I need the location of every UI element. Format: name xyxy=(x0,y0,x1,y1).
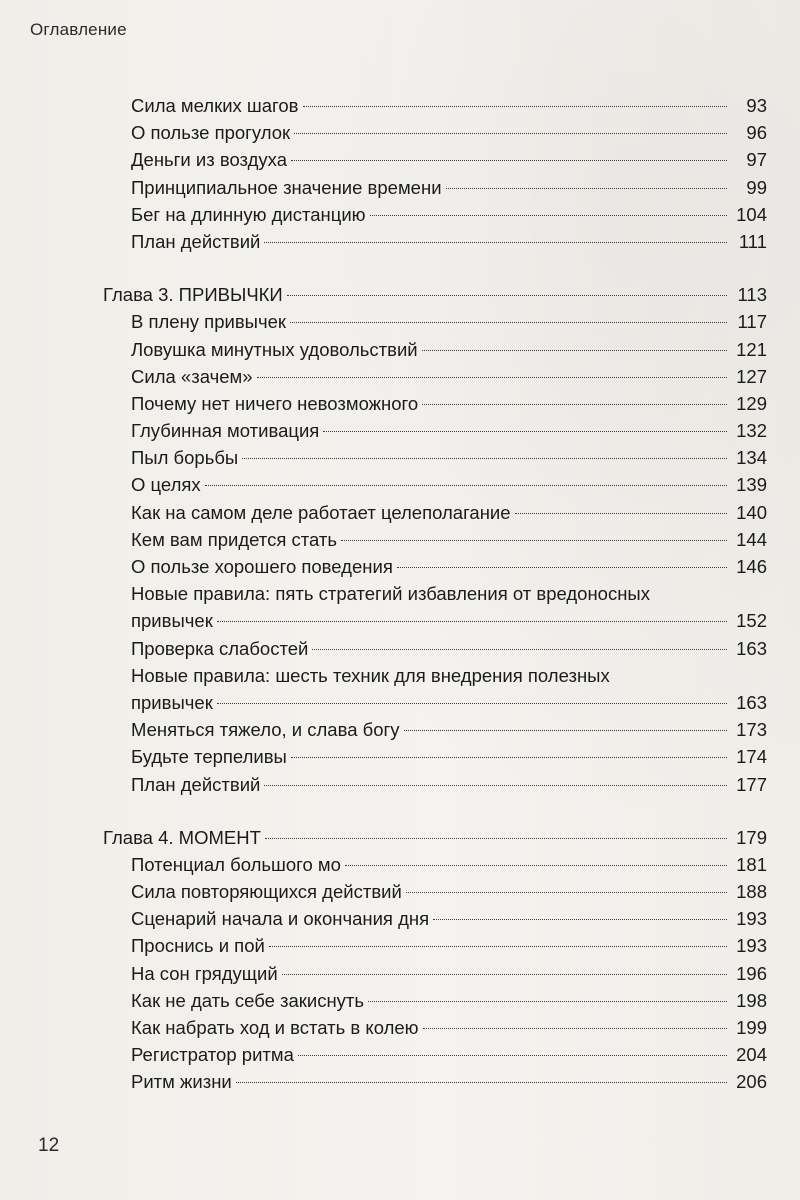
entry-page-number: 198 xyxy=(736,989,767,1011)
toc-entry xyxy=(0,878,800,905)
dot-leader xyxy=(345,865,727,866)
toc-entry xyxy=(0,174,800,201)
dot-leader xyxy=(282,974,727,975)
entry-page-number: 93 xyxy=(746,95,767,116)
entry-title: Меняться тяжело, и слава богу xyxy=(131,719,400,741)
entry-page-number: 97 xyxy=(746,149,767,171)
entry-title-line-2: привычек xyxy=(131,610,213,632)
entry-page-number: 196 xyxy=(736,962,767,984)
dot-leader xyxy=(404,730,727,731)
chapter-title: Глава 4. МОМЕНТ xyxy=(103,826,261,848)
dot-leader xyxy=(217,621,727,622)
dot-leader xyxy=(217,703,727,704)
dot-leader xyxy=(264,242,727,243)
entry-page-number: 193 xyxy=(736,935,767,957)
chapter-page-number: 179 xyxy=(736,826,767,848)
dot-leader xyxy=(236,1082,727,1083)
toc-entry xyxy=(0,363,800,390)
entry-page-number: 146 xyxy=(736,556,767,577)
entry-title: Проснись и пой xyxy=(131,935,265,957)
running-head: Оглавление xyxy=(30,20,127,39)
dot-leader xyxy=(433,919,727,920)
table-of-contents xyxy=(0,92,800,1122)
entry-page-number: 188 xyxy=(736,881,767,903)
toc-entry xyxy=(0,119,800,146)
chapter-page-number: 113 xyxy=(737,284,767,306)
dot-leader xyxy=(406,892,727,893)
entry-title: План действий xyxy=(131,230,261,252)
entry-title: Пыл борьбы xyxy=(131,447,239,469)
entry-title: Бег на длинную дистанцию xyxy=(131,203,366,225)
toc-entry xyxy=(0,851,800,878)
dot-leader xyxy=(397,567,727,568)
entry-title: Сценарий начала и окончания дня xyxy=(131,908,430,930)
toc-entry xyxy=(0,444,800,471)
dot-leader xyxy=(291,757,727,758)
dot-leader xyxy=(370,215,727,216)
toc-entry xyxy=(0,662,800,716)
entry-page-number: 104 xyxy=(736,203,767,225)
toc-entry xyxy=(0,228,800,255)
dot-leader xyxy=(257,377,727,378)
dot-leader xyxy=(269,946,727,947)
entry-title: Ловушка минутных удовольствий xyxy=(131,338,418,360)
entry-title: На сон грядущий xyxy=(131,962,278,984)
entry-page-number: 173 xyxy=(736,719,767,741)
entry-page-number: 152 xyxy=(736,610,767,632)
entry-page-number: 206 xyxy=(736,1071,767,1093)
toc-entry xyxy=(0,635,800,662)
toc-entry xyxy=(0,390,800,417)
entry-page-number: 117 xyxy=(737,311,767,333)
entry-title-line-1: Новые правила: пять стратегий избавления от вредоносных xyxy=(131,583,650,605)
toc-entry xyxy=(0,1041,800,1068)
entry-title-line-2: привычек xyxy=(131,691,213,713)
toc-entry xyxy=(0,553,800,580)
toc-entry xyxy=(0,308,800,335)
entry-title: Как не дать себе закиснуть xyxy=(131,989,365,1011)
entry-title: Принципиальное значение времени xyxy=(131,176,442,198)
entry-page-number: 193 xyxy=(736,908,767,930)
entry-page-number: 163 xyxy=(736,637,767,659)
toc-entry xyxy=(0,146,800,173)
entry-title: Почему нет ничего невозможного xyxy=(131,392,419,414)
entry-page-number: 199 xyxy=(736,1017,767,1038)
dot-leader xyxy=(312,649,727,650)
entry-page-number: 99 xyxy=(746,176,767,198)
entry-page-number: 134 xyxy=(736,447,767,469)
toc-entry xyxy=(0,92,800,119)
toc-chapter-heading xyxy=(0,281,800,308)
entry-title: В плену привычек xyxy=(131,311,286,333)
entry-page-number: 132 xyxy=(736,420,767,442)
toc-entry xyxy=(0,771,800,798)
page-number-folio: 12 xyxy=(38,1135,60,1156)
toc-entry xyxy=(0,499,800,526)
entry-page-number: 181 xyxy=(736,853,767,875)
toc-entry xyxy=(0,1068,800,1095)
entry-title: Проверка слабостей xyxy=(131,637,309,659)
toc-entry xyxy=(0,526,800,553)
toc-entry xyxy=(0,417,800,444)
dot-leader xyxy=(291,160,727,161)
entry-title: Регистратор ритма xyxy=(131,1044,294,1066)
dot-leader xyxy=(446,188,727,189)
entry-page-number: 139 xyxy=(736,474,767,496)
entry-title: Сила повторяющихся действий xyxy=(131,881,402,903)
entry-page-number: 174 xyxy=(736,746,767,768)
toc-entry xyxy=(0,987,800,1014)
toc-entry xyxy=(0,716,800,743)
entry-title: О пользе прогулок xyxy=(131,122,291,144)
dot-leader xyxy=(341,540,727,541)
dot-leader xyxy=(205,485,727,486)
entry-title: Сила «зачем» xyxy=(131,365,253,387)
entry-title: Как набрать ход и встать в колею xyxy=(131,1017,419,1038)
entry-page-number: 140 xyxy=(736,501,767,523)
dot-leader xyxy=(264,785,727,786)
entry-page-number: 204 xyxy=(736,1044,767,1066)
entry-title: Сила мелких шагов xyxy=(131,95,299,116)
toc-section xyxy=(0,92,800,255)
toc-entry xyxy=(0,1014,800,1041)
entry-title: Как на самом деле работает целеполагание xyxy=(131,501,511,523)
toc-entry xyxy=(0,471,800,498)
entry-page-number: 96 xyxy=(746,122,767,144)
entry-title: О пользе хорошего поведения xyxy=(131,556,393,577)
entry-title: Потенциал большого мо xyxy=(131,853,341,875)
entry-title: Глубинная мотивация xyxy=(131,420,320,442)
entry-page-number: 144 xyxy=(736,528,767,550)
dot-leader xyxy=(242,458,727,459)
dot-leader xyxy=(423,1028,727,1029)
entry-page-number: 127 xyxy=(736,365,767,387)
entry-page-number: 163 xyxy=(736,691,767,713)
entry-title: О целях xyxy=(131,474,201,496)
dot-leader xyxy=(298,1055,727,1056)
dot-leader xyxy=(290,322,727,323)
entry-page-number: 177 xyxy=(736,773,767,795)
entry-title-line-1: Новые правила: шесть техник для внедрения полезных xyxy=(131,664,610,686)
toc-entry xyxy=(0,932,800,959)
entry-page-number: 121 xyxy=(736,338,767,360)
entry-title: Кем вам придется стать xyxy=(131,528,337,550)
dot-leader xyxy=(294,133,727,134)
entry-page-number: 111 xyxy=(738,230,767,252)
toc-entry xyxy=(0,960,800,987)
toc-section xyxy=(0,281,800,798)
dot-leader xyxy=(368,1001,727,1002)
dot-leader xyxy=(287,295,727,296)
toc-chapter-heading xyxy=(0,824,800,851)
entry-title: Деньги из воздуха xyxy=(131,149,288,171)
dot-leader xyxy=(265,838,727,839)
toc-entry xyxy=(0,201,800,228)
entry-title: Ритм жизни xyxy=(131,1071,232,1093)
entry-title: Будьте терпеливы xyxy=(131,746,287,768)
entry-title: План действий xyxy=(131,773,261,795)
toc-section xyxy=(0,824,800,1096)
dot-leader xyxy=(303,106,727,107)
toc-entry xyxy=(0,743,800,770)
dot-leader xyxy=(422,350,727,351)
entry-page-number: 129 xyxy=(736,392,767,414)
toc-entry xyxy=(0,905,800,932)
dot-leader xyxy=(515,513,727,514)
dot-leader xyxy=(422,404,727,405)
chapter-title: Глава 3. ПРИВЫЧКИ xyxy=(103,284,283,306)
toc-entry xyxy=(0,336,800,363)
dot-leader xyxy=(323,431,727,432)
toc-entry xyxy=(0,580,800,634)
